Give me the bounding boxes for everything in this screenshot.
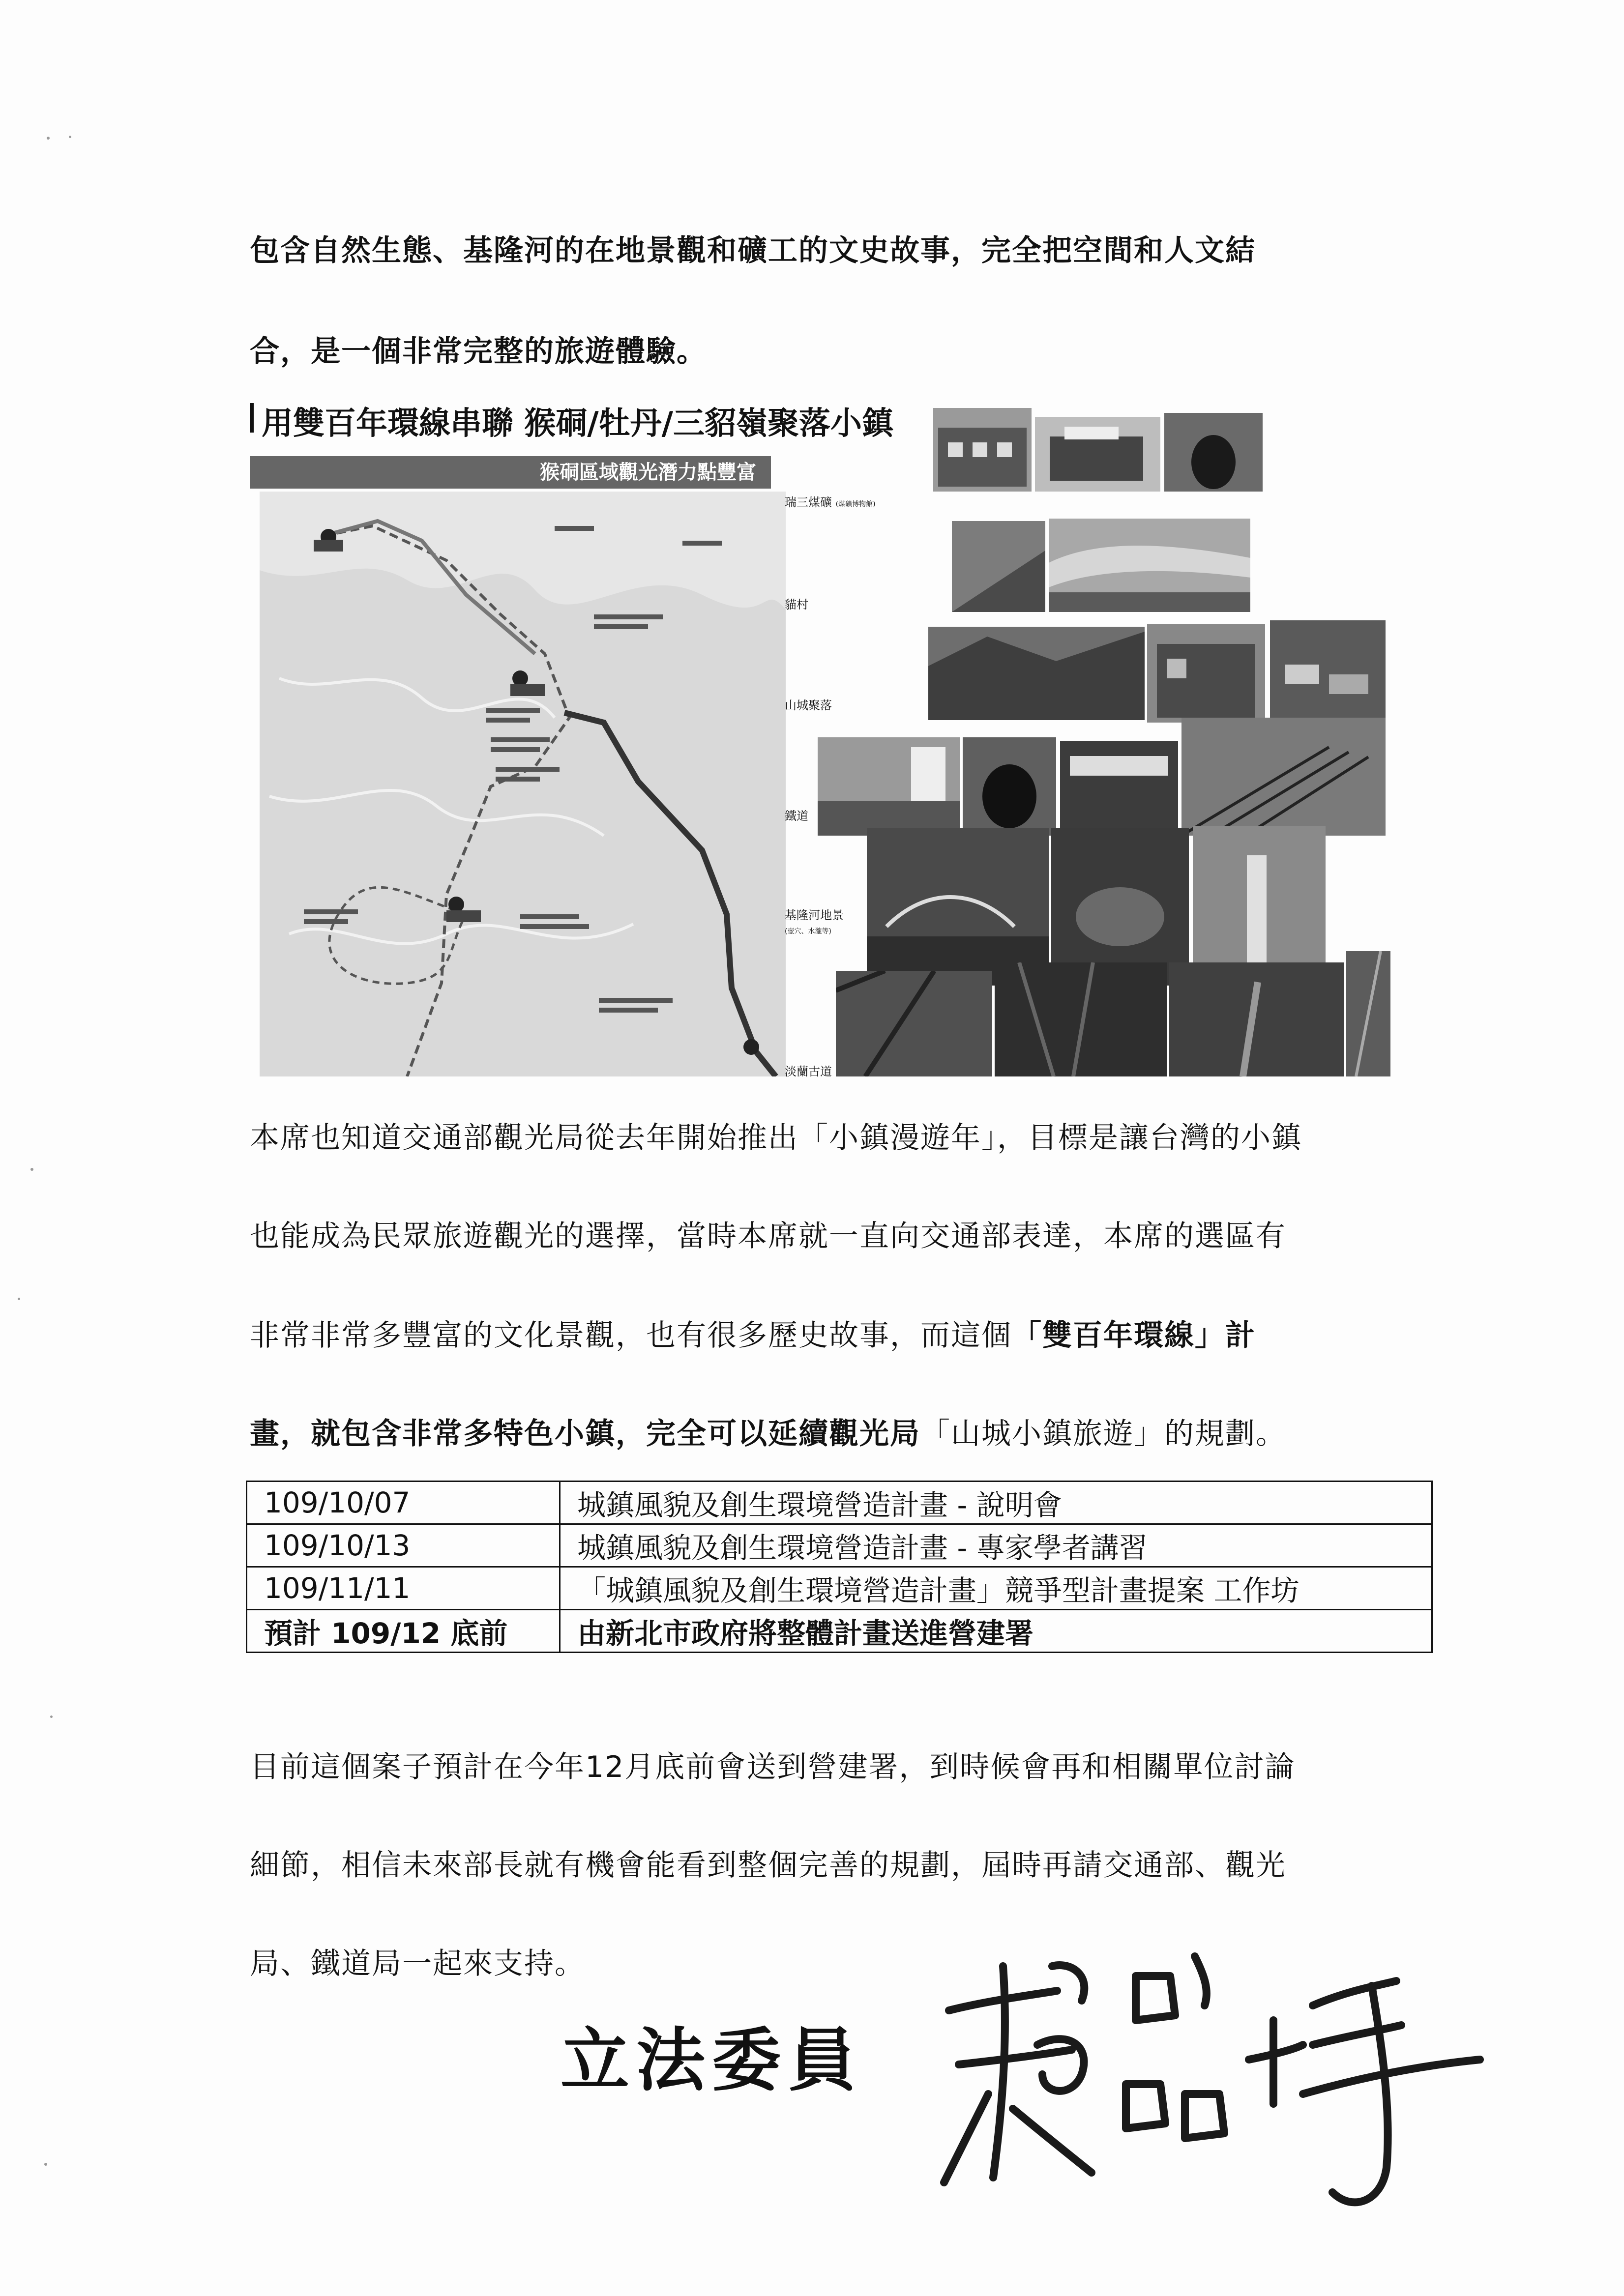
tourism-line-2: 也能成為民眾旅遊觀光的選擇，當時本席就一直向交通部表達，本席的選區有 [250, 1219, 1286, 1253]
photo-label [785, 696, 832, 713]
photo-mountain-village-2 [1147, 624, 1265, 723]
tourism-line-4-text: 「山城小鎮旅遊」的規劃。 [920, 1417, 1286, 1451]
schedule-date: 預計 109/12 底前 [247, 1610, 560, 1653]
scan-speck [44, 2163, 47, 2166]
photo-label [785, 905, 844, 936]
photo-label-text: 瑞三煤礦 [785, 495, 832, 509]
photo-mine-tunnel [1164, 413, 1263, 492]
table-row [247, 1524, 1432, 1567]
intro-line-2: 合，是一個非常完整的旅遊體驗。 [250, 334, 707, 369]
photo-label-text: 鐵道 [785, 809, 808, 823]
figure-title: 用雙百年環線串聯 猴硐/牡丹/三貂嶺聚落小鎮 [262, 406, 894, 442]
tourism-line-4-bold: 畫，就包含非常多特色小鎮，完全可以延續觀光局 [250, 1417, 920, 1451]
tourism-line-1: 本席也知道交通部觀光局從去年開始推出「小鎮漫遊年」，目標是讓台灣的小鎮 [250, 1121, 1302, 1155]
schedule-date: 109/10/13 [247, 1524, 560, 1567]
photo-cat-village-stairs [952, 521, 1045, 612]
photo-label-note: (壺穴、水瀧等) [785, 928, 831, 935]
closing-line-1: 目前這個案子預計在今年12月底前會送到營建署，到時候會再和相關單位討論 [250, 1750, 1296, 1784]
schedule-event: 由新北市政府將整體計畫送進營建署 [560, 1610, 1432, 1653]
schedule-event: 城鎮風貌及創生環境營造計畫 - 說明會 [560, 1482, 1432, 1524]
photo-railway-station [818, 737, 960, 836]
photo-river-waterfall [1193, 826, 1326, 986]
closing-line-2: 細節，相信未來部長就有機會能看到整個完善的規劃，屆時再請交通部、觀光 [250, 1848, 1286, 1883]
photo-trail-1 [836, 971, 992, 1076]
photo-label-text: 貓村 [785, 598, 808, 611]
tourism-line-3-text: 非常非常多豐富的文化景觀，也有很多歷史故事，而這個 [250, 1318, 1012, 1353]
title-accent-bar [250, 403, 254, 433]
schedule-event: 城鎮風貌及創生環境營造計畫 - 專家學者講習 [560, 1524, 1432, 1567]
photo-railway-tracks [1181, 718, 1386, 836]
schedule-date: 109/11/11 [247, 1567, 560, 1610]
photo-cat-bridge [1049, 519, 1250, 612]
photo-label-text: 基隆河地景 [785, 908, 844, 922]
photo-trail-2 [995, 962, 1167, 1076]
scan-speck [18, 1298, 20, 1300]
scan-speck [69, 136, 71, 138]
photo-label [785, 1062, 832, 1079]
route-figure [250, 393, 1400, 1076]
photo-river-potholes [1051, 828, 1189, 986]
intro-line-1: 包含自然生態、基隆河的在地景觀和礦工的文史故事，完全把空間和人文結 [250, 233, 1256, 268]
photo-mountain-village-3 [1270, 620, 1386, 723]
tourism-line-3 [250, 1316, 1256, 1355]
photo-label-note: (煤礦博物館) [835, 500, 876, 508]
legislator-title: 立法委員 [561, 2020, 864, 2101]
schedule-date: 109/10/07 [247, 1482, 560, 1524]
schedule-event: 「城鎮風貌及創生環境營造計畫」競爭型計畫提案 工作坊 [560, 1567, 1432, 1610]
tourism-line-4 [250, 1414, 1286, 1453]
closing-line-3: 局、鐵道局一起來支持。 [250, 1947, 585, 1981]
handwritten-signature [929, 1947, 1519, 2222]
photo-label [785, 493, 876, 510]
photo-label-text: 淡蘭古道 [785, 1065, 832, 1078]
table-row [247, 1482, 1432, 1524]
table-row [247, 1567, 1432, 1610]
route-map [260, 492, 786, 1076]
photo-trail-3 [1169, 962, 1344, 1076]
figure-subtitle: 猴硐區域觀光潛力點豐富 [250, 456, 771, 489]
photo-railway-tunnel [963, 737, 1056, 836]
scan-speck [47, 137, 50, 140]
photo-label-text: 山城聚落 [785, 698, 832, 712]
photo-railway-platform [1060, 741, 1178, 836]
photo-coal-mine-building [933, 408, 1032, 492]
scan-speck [30, 1168, 33, 1171]
table-row [247, 1610, 1432, 1653]
photo-mountain-village-1 [928, 627, 1145, 720]
photo-river-bridge [867, 828, 1049, 986]
photo-trail-4 [1346, 951, 1390, 1076]
photo-coal-mine-sign [1035, 417, 1160, 492]
scan-speck [50, 1715, 53, 1718]
photo-label [785, 806, 808, 823]
schedule-table [246, 1481, 1433, 1653]
photo-label [785, 595, 808, 612]
plan-name-highlight: 「雙百年環線」計 [1012, 1318, 1256, 1353]
